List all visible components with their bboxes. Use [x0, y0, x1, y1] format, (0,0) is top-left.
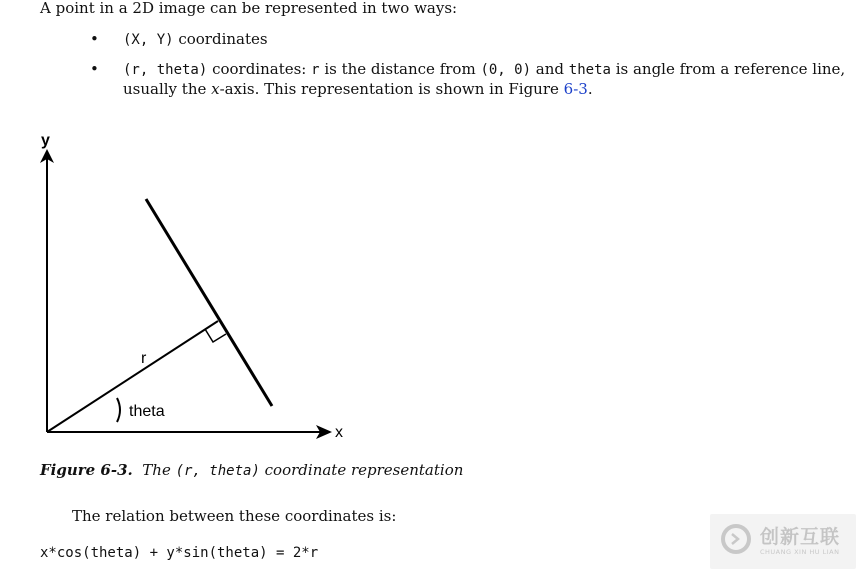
intro-text: A point in a 2D image can be represented in two ways:	[40, 0, 458, 17]
coordinate-figure	[20, 125, 360, 450]
caption-text: The	[142, 461, 176, 479]
relation-text: The relation between these coordinates is:	[72, 507, 397, 525]
caption-code: (r, theta)	[175, 463, 260, 479]
figure-link[interactable]: 6-3	[563, 80, 588, 98]
figure-caption	[40, 461, 463, 479]
bullet-item-2-line-1	[123, 59, 845, 80]
theta-label: theta	[129, 403, 165, 420]
right-angle-marker	[205, 329, 226, 342]
bullet-item-2-line-2	[123, 79, 593, 99]
code-theta: theta	[568, 62, 611, 78]
text-fragment: .	[587, 80, 593, 98]
axis-name: x	[211, 80, 220, 98]
r-label: r	[141, 350, 147, 367]
text-fragment: usually the	[123, 80, 212, 98]
code-xy: (X, Y)	[123, 32, 174, 48]
equation: x*cos(theta) + y*sin(theta) = 2*r	[40, 545, 319, 561]
watermark-name-cn: 创新互联	[760, 526, 841, 548]
bullet-item-1	[123, 29, 268, 50]
hough-line	[146, 199, 272, 406]
caption-text: coordinate representation	[259, 461, 464, 479]
theta-arc	[117, 398, 120, 422]
text-fragment: coordinates:	[207, 60, 312, 78]
code-r-theta: (r, theta)	[123, 62, 208, 78]
watermark-logo-icon	[720, 523, 752, 555]
bullet-marker: •	[90, 30, 99, 48]
caption-label: Figure 6-3.	[40, 461, 133, 479]
text-fragment: is the distance from	[319, 60, 481, 78]
code-r: r	[311, 62, 320, 78]
watermark	[710, 514, 856, 569]
code-origin: (0, 0)	[480, 62, 532, 78]
bullet-1-text: coordinates	[173, 30, 268, 48]
text-fragment: -axis. This representation is shown in Figure	[219, 80, 564, 98]
text-fragment: and	[531, 60, 569, 78]
text-fragment: is angle from a reference line,	[610, 60, 846, 78]
y-axis-label: y	[41, 132, 50, 149]
watermark-name-en: CHUANG XIN HU LIAN	[760, 548, 840, 556]
x-axis-label: x	[335, 424, 343, 441]
bullet-marker: •	[90, 60, 99, 78]
